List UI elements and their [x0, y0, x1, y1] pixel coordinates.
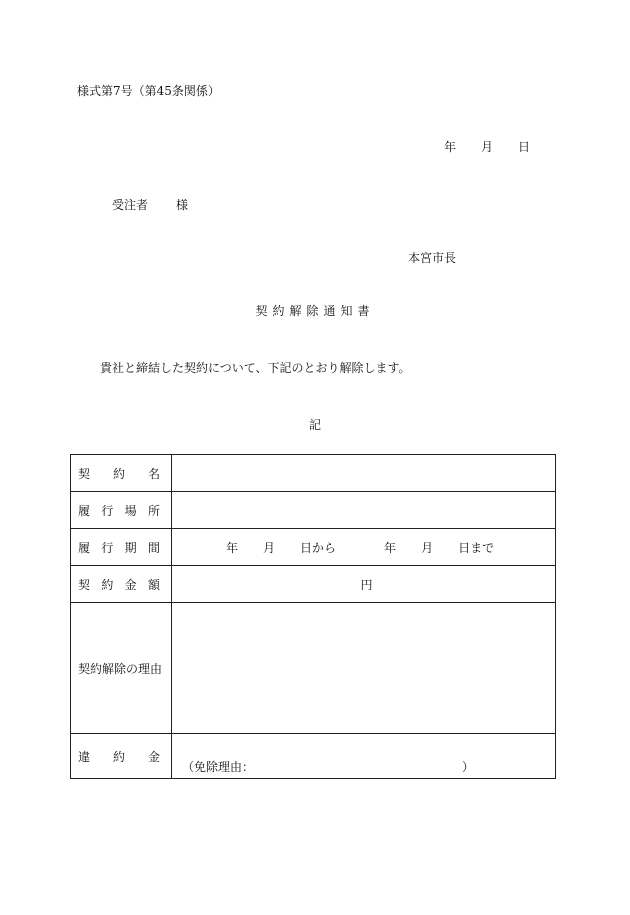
- place-label: 履 行 場 所: [71, 492, 172, 529]
- place-value: [172, 492, 556, 529]
- addressee: [112, 199, 188, 211]
- contract-name-label: 契 約 名: [71, 455, 172, 492]
- issuer: 本宮市長: [408, 251, 457, 265]
- reason-label: 契約解除の理由: [71, 603, 172, 734]
- table-row-place: [71, 492, 556, 529]
- amount-value: [172, 566, 556, 603]
- date-month: 月: [481, 140, 494, 154]
- date-year: 年: [444, 140, 457, 154]
- amount-unit: 円: [360, 577, 373, 592]
- penalty-label: 違 約 金: [71, 734, 172, 779]
- contract-detail-table: [70, 454, 556, 779]
- table-row-amount: [71, 566, 556, 603]
- ki-mark: 記: [308, 418, 321, 432]
- period-value: 年 月 日から 年 月 日まで: [172, 529, 556, 566]
- honorific: 様: [176, 198, 189, 212]
- contract-name-value: [172, 455, 556, 492]
- table-row-penalty: [71, 734, 556, 779]
- document-title: 契約解除通知書: [255, 304, 375, 318]
- body-text: 貴社と締結した契約について、下記のとおり解除します。: [100, 361, 411, 375]
- table-row-contract-name: [71, 455, 556, 492]
- table-row-period: [71, 529, 556, 566]
- addressee-name: 受注者: [112, 198, 149, 212]
- period-label: 履 行 期 間: [71, 529, 172, 566]
- issue-date: [444, 141, 530, 153]
- amount-label: 契 約 金 額: [71, 566, 172, 603]
- exemption-reason: （免除理由： ）: [182, 760, 475, 774]
- penalty-value: [172, 734, 556, 779]
- form-number: 様式第7号（第45条関係）: [77, 84, 220, 98]
- table-row-reason: [71, 603, 556, 734]
- date-day: 日: [518, 140, 531, 154]
- reason-value: [172, 603, 556, 734]
